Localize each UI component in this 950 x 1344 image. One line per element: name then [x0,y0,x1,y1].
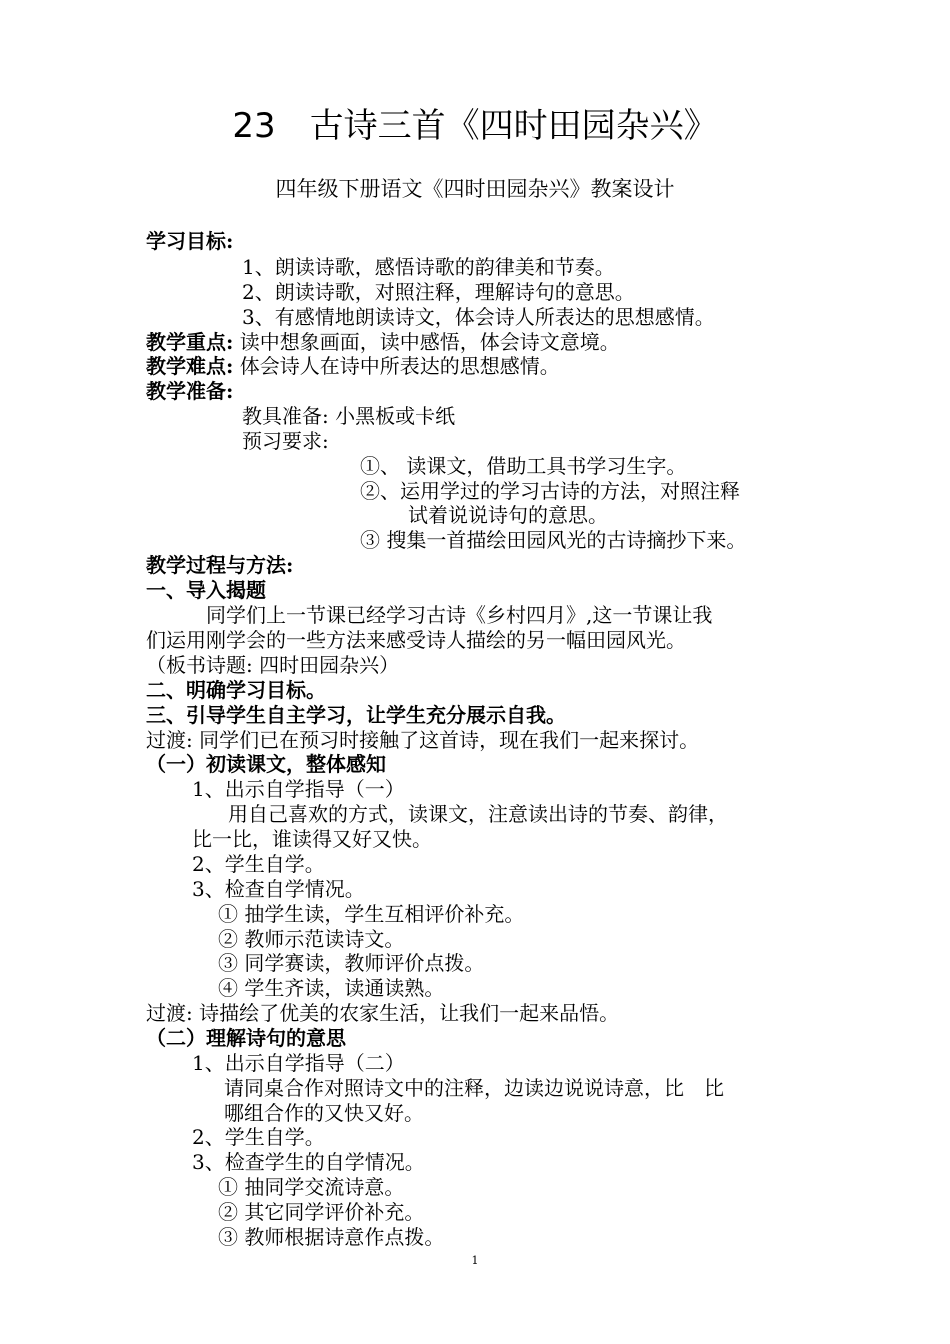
body-line: 请同桌合作对照诗文中的注释，边读边说说诗意，比 比 [224,1076,724,1100]
section-heading: 一、导入揭题 [146,578,266,602]
check-item: ③ 同学赛读，教师评价点拨。 [218,951,485,975]
step-line: 2、学生自学。 [192,1125,325,1149]
key-point-label: 教学重点: [146,330,234,354]
body-line: 们运用刚学会的一些方法来感受诗人描绘的另一幅田园风光。 [146,628,686,652]
document-subtitle: 四年级下册语文《四时田园杂兴》教案设计 [275,177,675,201]
step-line: 1、出示自学指导（一） [192,777,405,801]
transition-line: 过渡: 同学们已在预习时接触了这首诗，现在我们一起来探讨。 [146,728,700,752]
body-line: 哪组合作的又快又好。 [224,1101,424,1125]
check-item: ① 抽同学交流诗意。 [218,1175,405,1199]
transition-line: 过渡: 诗描绘了优美的农家生活，让我们一起来品悟。 [146,1001,620,1025]
preview-item: ③ 搜集一首描绘田园风光的古诗摘抄下来。 [360,528,747,552]
preparation-heading: 教学准备: [146,379,234,403]
preview-item-continued: 试着说说诗句的意思。 [408,503,608,527]
tools-line: 教具准备: 小黑板或卡纸 [242,404,456,428]
subsection-heading: （一）初读课文，整体感知 [146,752,386,776]
preview-item: ①、 读课文，借助工具书学习生字。 [360,454,687,478]
difficulty-text: 体会诗人在诗中所表达的思想感情。 [239,354,560,378]
subsection-heading: （二）理解诗句的意思 [146,1026,346,1050]
check-item: ② 其它同学评价补充。 [218,1200,425,1224]
key-point-text: 读中想象画面，读中感悟，体会诗文意境。 [239,330,620,354]
objectives-heading: 学习目标: [146,229,234,253]
body-line: 比一比，谁读得又好又快。 [192,827,432,851]
step-line: 3、检查自学情况。 [192,877,365,901]
step-line: 2、学生自学。 [192,852,325,876]
section-heading: 三、引导学生自主学习，让学生充分展示自我。 [146,703,566,727]
page-number: 1 [471,1254,479,1267]
section-heading: 二、明确学习目标。 [146,678,326,702]
process-heading: 教学过程与方法: [146,553,294,577]
preview-item: ②、运用学过的学习古诗的方法，对照注释 [360,479,740,503]
body-line: （板书诗题: 四时田园杂兴） [146,653,400,677]
check-item: ③ 教师根据诗意作点拨。 [218,1225,445,1249]
difficulty-line [146,353,560,379]
page-title: 23 古诗三首《四时田园杂兴》 [232,106,718,146]
difficulty-label: 教学难点: [146,354,234,378]
body-line: 用自己喜欢的方式，读课文，注意读出诗的节奏、韵律， [228,802,728,826]
check-item: ① 抽学生读，学生互相评价补充。 [218,902,525,926]
key-point-line [146,329,620,355]
check-item: ④ 学生齐读，读通读熟。 [218,976,445,1000]
objective-item: 2、朗读诗歌，对照注释，理解诗句的意思。 [242,280,635,304]
objective-item: 3、有感情地朗读诗文，体会诗人所表达的思想感情。 [242,305,715,329]
step-line: 3、检查学生的自学情况。 [192,1150,425,1174]
objective-item: 1、朗读诗歌，感悟诗歌的韵律美和节奏。 [242,255,615,279]
body-line: 同学们上一节课已经学习古诗《乡村四月》,这一节课让我 [206,603,713,627]
preview-label: 预习要求: [242,429,329,453]
check-item: ② 教师示范读诗文。 [218,927,405,951]
step-line: 1、出示自学指导（二） [192,1051,405,1075]
